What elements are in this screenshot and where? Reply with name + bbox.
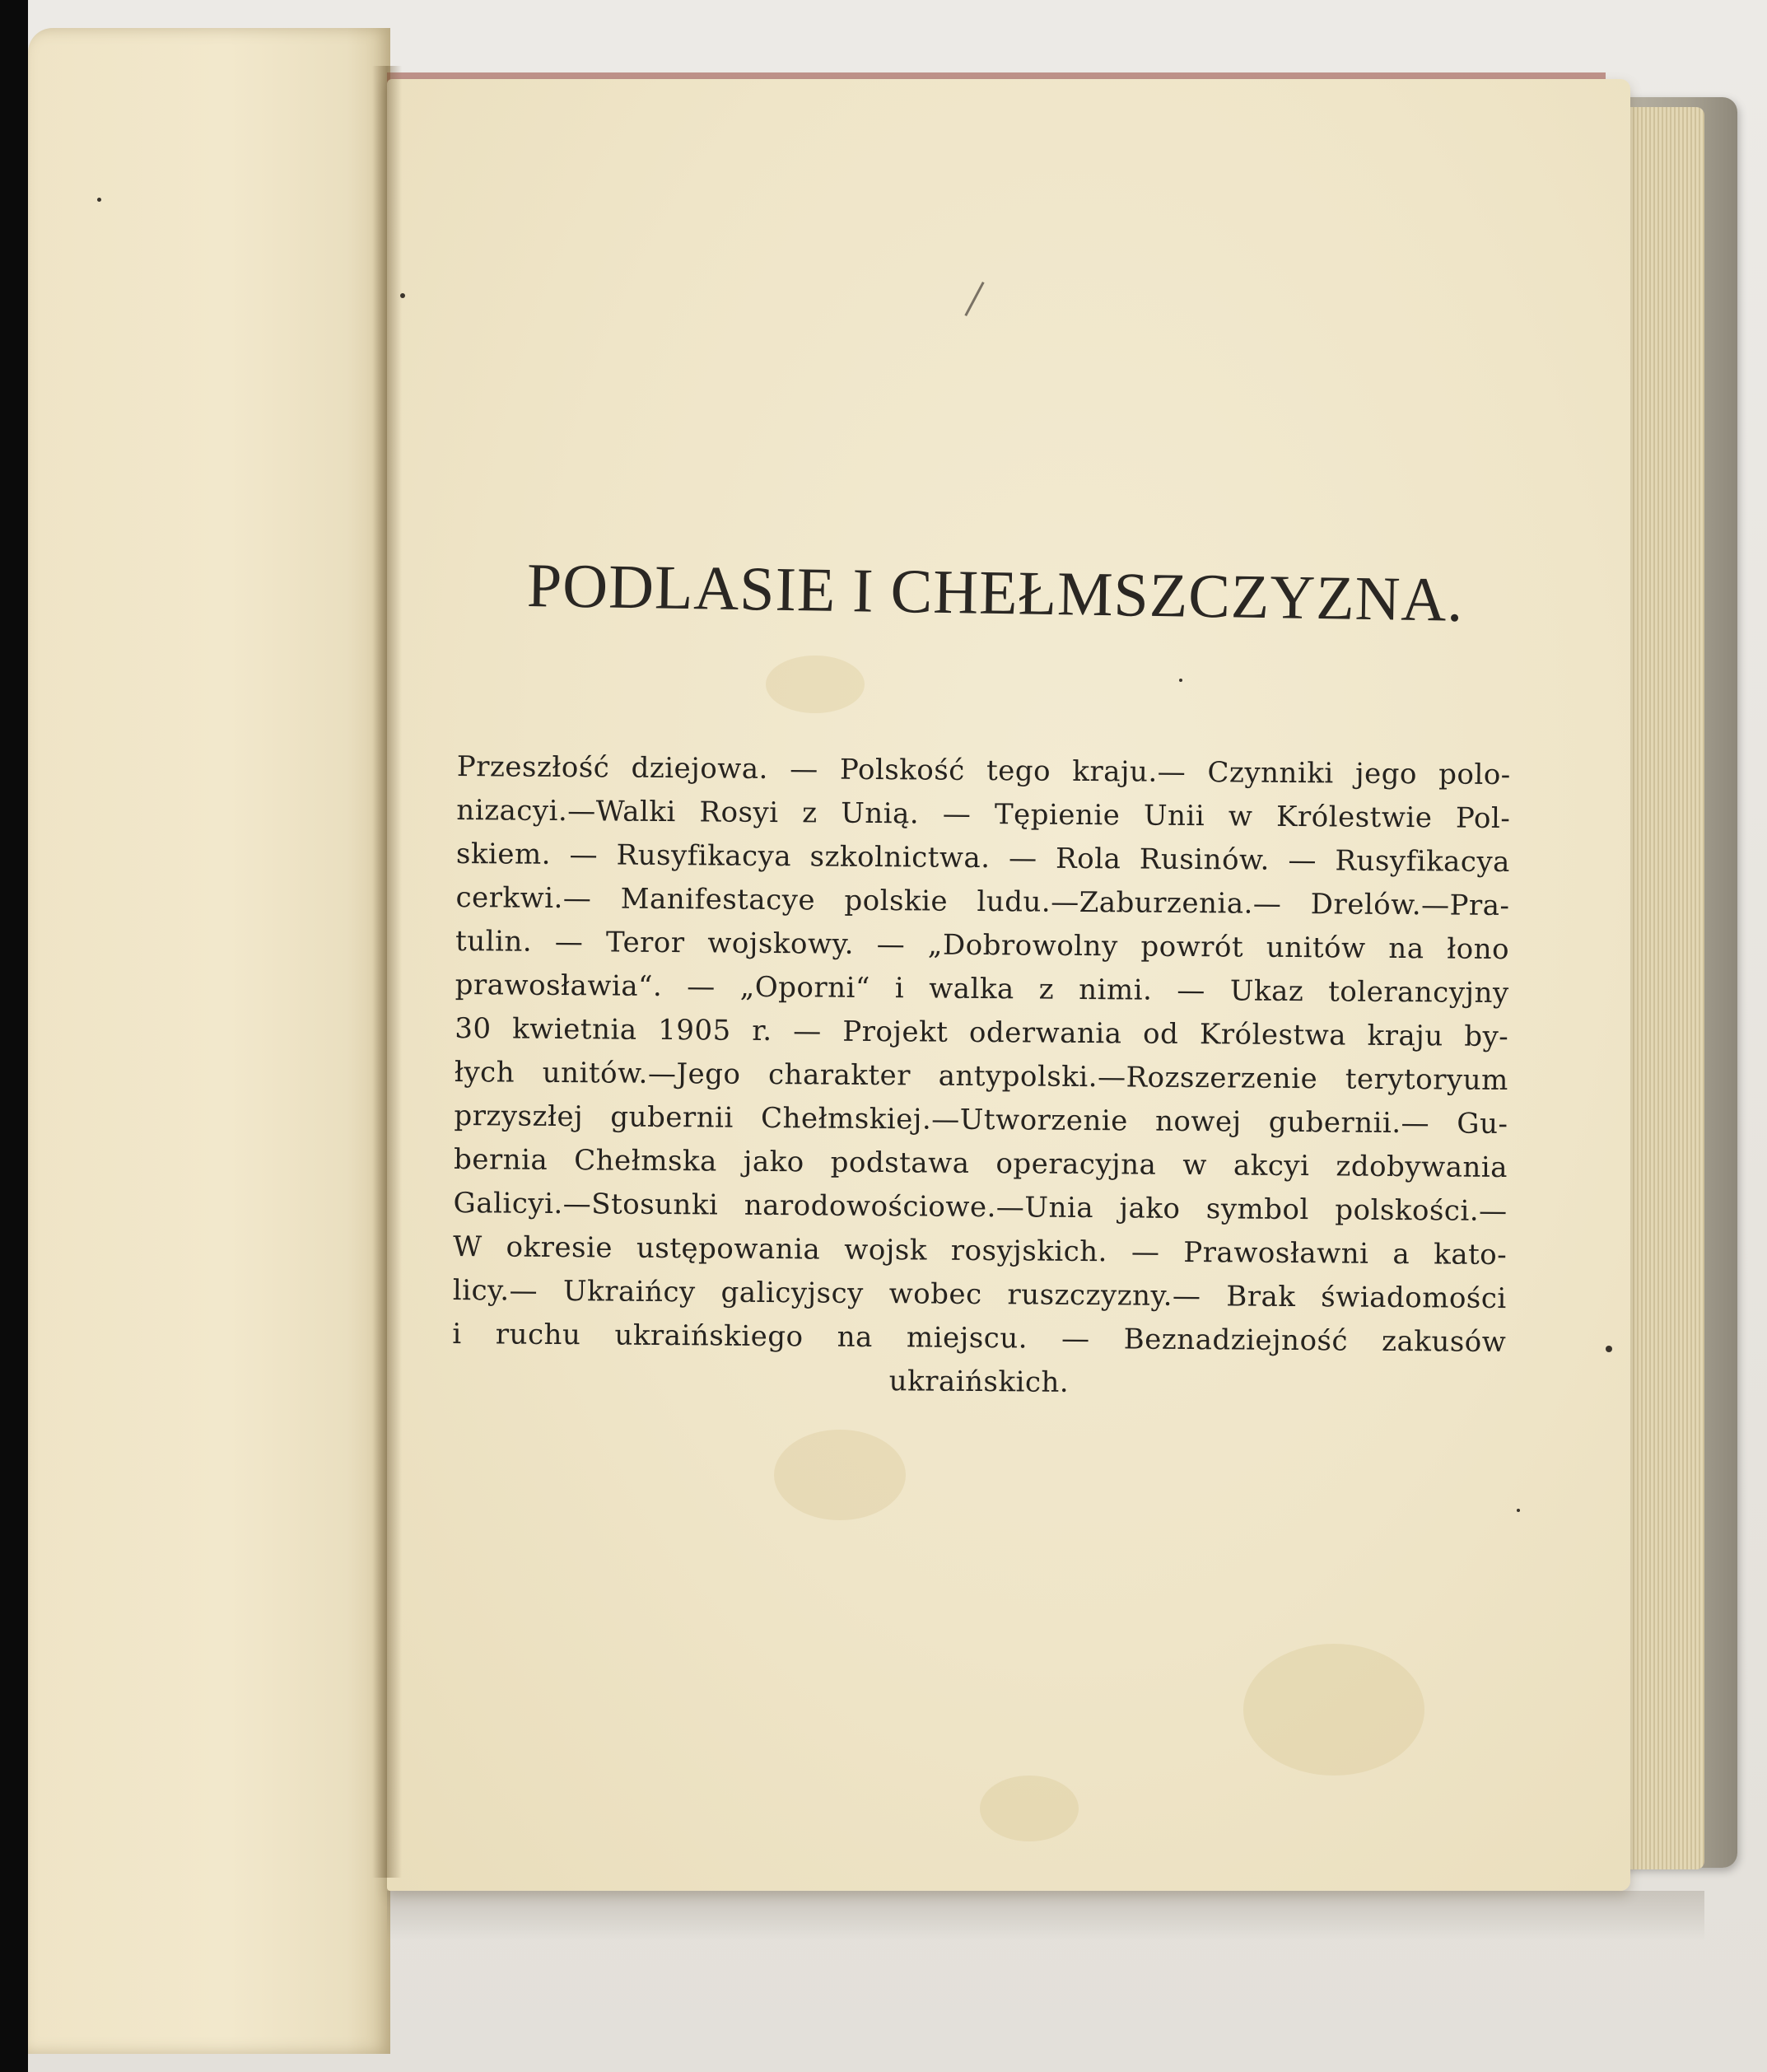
ink-speck: [97, 198, 101, 202]
ink-speck: [1517, 1509, 1520, 1512]
paper-stain: [980, 1776, 1079, 1841]
summary-line: przyszłej gubernii Chełmskiej.—Utworzenie nowej gubernii.— Gu-: [454, 1099, 1508, 1141]
summary-line: W okresie ustępowania wojsk rosyjskich. — Prawosławni a kato-: [453, 1230, 1508, 1272]
binding-shadow: [372, 66, 402, 1878]
ink-speck: [1179, 679, 1182, 682]
summary-line: ukraińskich.: [888, 1365, 1070, 1399]
summary-line: skiem. — Rusyfikacya szkolnictwa. — Rola Rusinów. — Rusyfikacya: [455, 837, 1511, 880]
summary-line: Galicyi.—Stosunki narodowościowe.—Unia jako symbol polskości.—: [453, 1186, 1508, 1229]
summary-line: nizacyi.—Walki Rosyi z Unią. — Tępienie Unii w Królestwie Pol-: [456, 793, 1511, 836]
summary-line: licy.— Ukraińcy galicyjscy wobec ruszczyzny.— Brak świadomości: [452, 1273, 1507, 1316]
summary-line: bernia Chełmska jako podstawa operacyjna w akcyi zdobywania: [453, 1142, 1508, 1185]
ink-speck: [400, 293, 405, 298]
summary-line: prawosławia“. — „Oporni“ i walka z nimi. — Ukaz tolerancyjny: [455, 968, 1509, 1010]
summary-line: i ruchu ukraińskiego na miejscu. — Beznadziejność zakusów: [452, 1317, 1507, 1360]
left-page: [28, 28, 390, 2054]
dark-left-border: [0, 0, 28, 2072]
chapter-summary: [452, 745, 1511, 1408]
ink-speck: [1606, 1346, 1612, 1352]
book-shadow: [387, 1891, 1704, 1940]
summary-line: Przeszłość dziejowa. — Polskość tego kraju.— Czynniki jego polo-: [456, 749, 1511, 792]
summary-line: cerkwi.— Manifestacye polskie ludu.—Zaburzenia.— Drelów.—Pra-: [455, 880, 1510, 923]
summary-line: 30 kwietnia 1905 r. — Projekt oderwania od Królestwa kraju by-: [455, 1011, 1509, 1054]
paper-stain: [1243, 1644, 1424, 1776]
summary-line: łych unitów.—Jego charakter antypolski.—Rozszerzenie terytoryum: [454, 1055, 1508, 1098]
paper-stain: [774, 1430, 906, 1520]
summary-line: tulin. — Teror wojskowy. — „Dobrowolny powrót unitów na łono: [455, 924, 1510, 967]
chapter-heading: PODLASIE I CHEŁMSZCZYZNA.: [526, 551, 1465, 635]
paper-stain: [766, 656, 865, 713]
